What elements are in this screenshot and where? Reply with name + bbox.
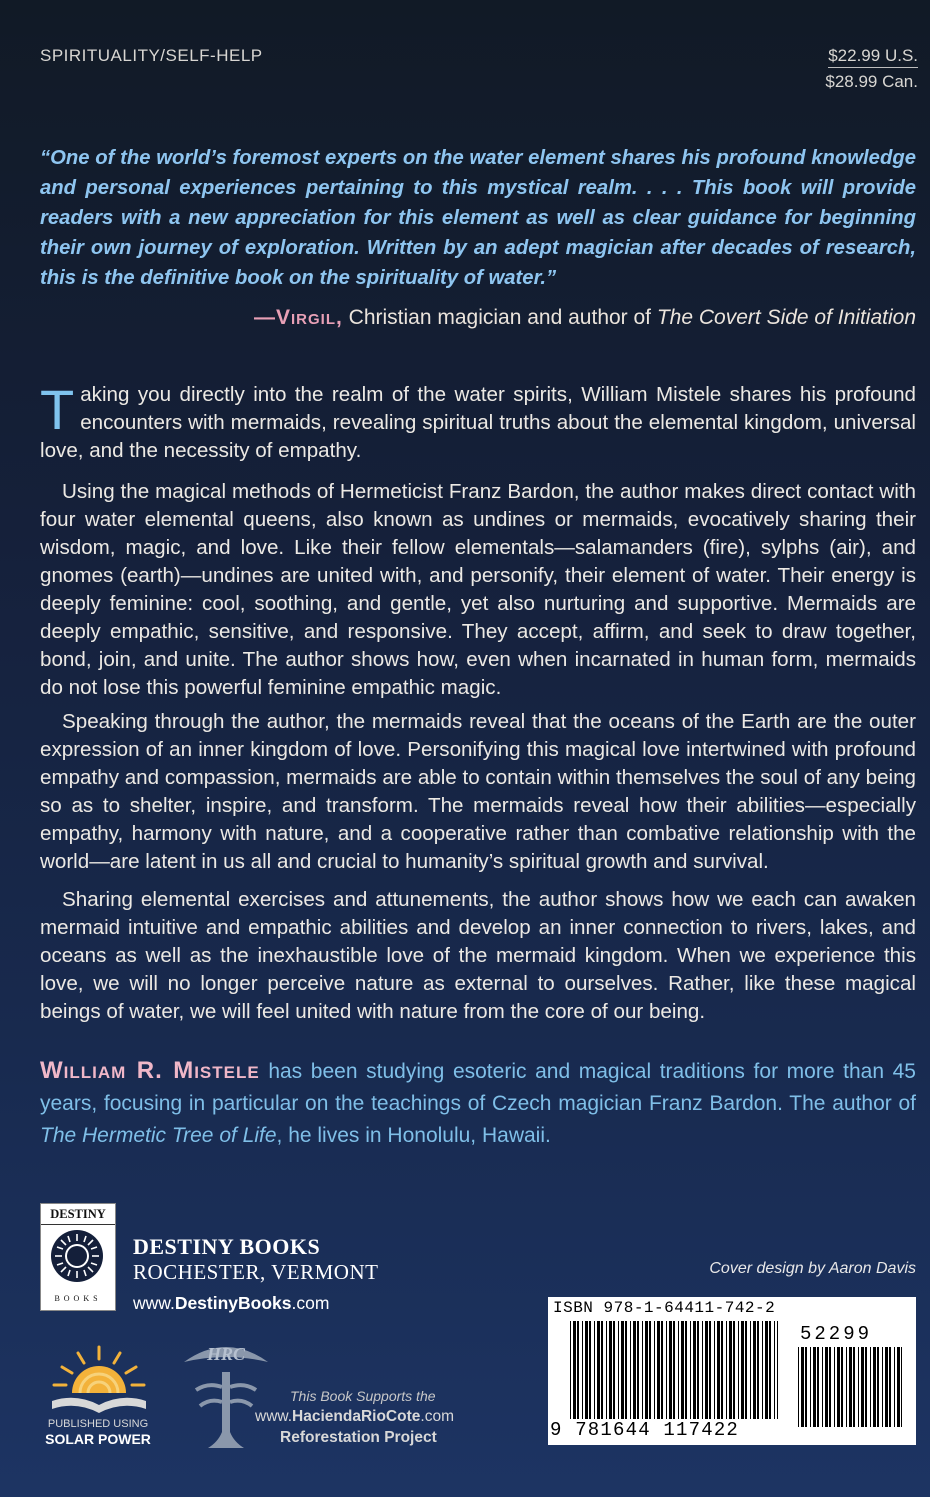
description-paragraph-2 xyxy=(40,478,916,702)
hrc-url-prefix: www. xyxy=(255,1408,293,1425)
isbn-text: ISBN 978-1-64411-742-2 xyxy=(553,1299,776,1317)
hrc-tree-logo xyxy=(178,1332,274,1452)
logo-top-text: DESTINY xyxy=(41,1204,115,1225)
solar-line-1: PUBLISHED USING xyxy=(47,1418,149,1430)
hrc-url[interactable] xyxy=(255,1408,454,1426)
quote-author-name: Virgil, xyxy=(276,306,343,329)
quote-dash: — xyxy=(254,306,276,329)
ean-barcode xyxy=(570,1321,778,1419)
bio-author-name: William R. Mistele xyxy=(40,1057,260,1084)
barcode-panel xyxy=(548,1297,916,1445)
paragraph-4-text: Sharing elemental exercises and attunements, the author shows how we each can awaken mermaid intuitive and empathic abilities and develop an inner connection to rivers, lakes, and oceans as well as the inexhaustible love of the mermaid kingdom. When we experience this love, we will no longer perceive nature as external to ourselves. Rather, like these magical beings of water, we will feel united with nature from the core of our being. xyxy=(40,888,916,1023)
paragraph-2-text: Using the magical methods of Hermeticist Franz Bardon, the author makes direct contact with four water elemental queens, also known as undines or mermaids, evocatively sharing their wisdom, magic, and love. Like their fellow elementals—salamanders (fire), sylphs (air), and gnomes (earth)—undines are united with, and personify, their element of water. Their energy is deeply feminine: cool, soothing, and gentle, yet also nurturing and supportive. Mermaids are deeply empathic, sensitive, and responsive. They accept, affirm, and seek to draw together, bond, join, and unite. The author shows how, even when incarnated in human form, mermaids do not lose this powerful feminine empathic magic. xyxy=(40,480,916,699)
publisher-url[interactable] xyxy=(133,1293,329,1314)
publisher-location: ROCHESTER, VERMONT xyxy=(133,1260,379,1284)
paragraph-3-text: Speaking through the author, the mermaids reveal that the oceans of the Earth are the outer expression of an inner kingdom of love. Personifying this magical love intertwined with profound empathy and compassion, mermaids are able to contain within themselves the soul of any being so as to shelter, inspire, and transform. The mermaids reveal how their abilities—especially empathy, harmony with nature, and a cooperative rather than combative relationship with the world—are latent in us all and crucial to humanity’s spiritual growth and survival. xyxy=(40,710,916,873)
addon-barcode xyxy=(798,1347,902,1427)
publisher-url-prefix: www. xyxy=(133,1293,175,1313)
destiny-books-logo xyxy=(40,1203,116,1311)
endorsement-quote: “One of the world’s foremost experts on the water element shares his profound knowledge and personal experiences pertaining to this mystical realm. . . . This book will provide readers with a new appreciation for this element as well as clear guidance for beginning their own journey of exploration. Written by an adept magician after decades of research, this is the definitive book on the spirituality of water.” xyxy=(40,147,916,289)
hrc-line-1: This Book Supports the xyxy=(290,1388,436,1404)
bio-book-title: The Hermetic Tree of Life xyxy=(40,1124,277,1147)
price-us: $22.99 U.S. xyxy=(828,46,918,68)
description-paragraph-1 xyxy=(40,378,916,465)
drop-cap: T xyxy=(40,378,75,441)
solar-power-icon xyxy=(44,1343,154,1421)
paragraph-1-text: aking you directly into the realm of the water spirits, William Mistele shares his profound encounters with mermaids, revealing spiritual truths about the elemental kingdom, universal love, and the necessity of empathy. xyxy=(40,383,916,462)
price-code: 52299 xyxy=(800,1323,873,1345)
publisher-name: DESTINY BOOKS xyxy=(133,1234,321,1259)
category-label: SPIRITUALITY/SELF-HELP xyxy=(40,46,263,65)
sun-icon xyxy=(50,1229,104,1283)
solar-line-2: SOLAR POWER xyxy=(45,1431,151,1447)
bio-text-2: , he lives in Honolulu, Hawaii. xyxy=(276,1124,551,1147)
quote-author-role: Christian magician and author of xyxy=(342,306,657,329)
hrc-logo-text: HRC xyxy=(206,1344,246,1364)
price-can: $28.99 Can. xyxy=(825,72,918,91)
hrc-url-domain: HaciendaRioCote xyxy=(292,1408,421,1425)
publisher-url-domain: DestinyBooks xyxy=(174,1293,292,1313)
description-paragraph-3 xyxy=(40,708,916,876)
hrc-line-3: Reforestation Project xyxy=(280,1429,437,1446)
description-paragraph-4 xyxy=(40,886,916,1026)
quote-book-title: The Covert Side of Initiation xyxy=(656,306,916,329)
ean-digits: 9 781644 117422 xyxy=(550,1419,740,1441)
cover-design-credit: Cover design by Aaron Davis xyxy=(709,1260,916,1277)
publisher-url-suffix: .com xyxy=(291,1293,330,1313)
bio-text-1: has been studying esoteric and magical traditions for more than 45 years, focusing in particular on the teachings of Czech magician Franz Bardon. The author of xyxy=(40,1060,916,1115)
author-bio xyxy=(40,1055,916,1152)
logo-bottom-text: BOOKS xyxy=(54,1294,102,1303)
hrc-url-suffix: .com xyxy=(420,1408,454,1425)
quote-attribution xyxy=(254,306,916,330)
